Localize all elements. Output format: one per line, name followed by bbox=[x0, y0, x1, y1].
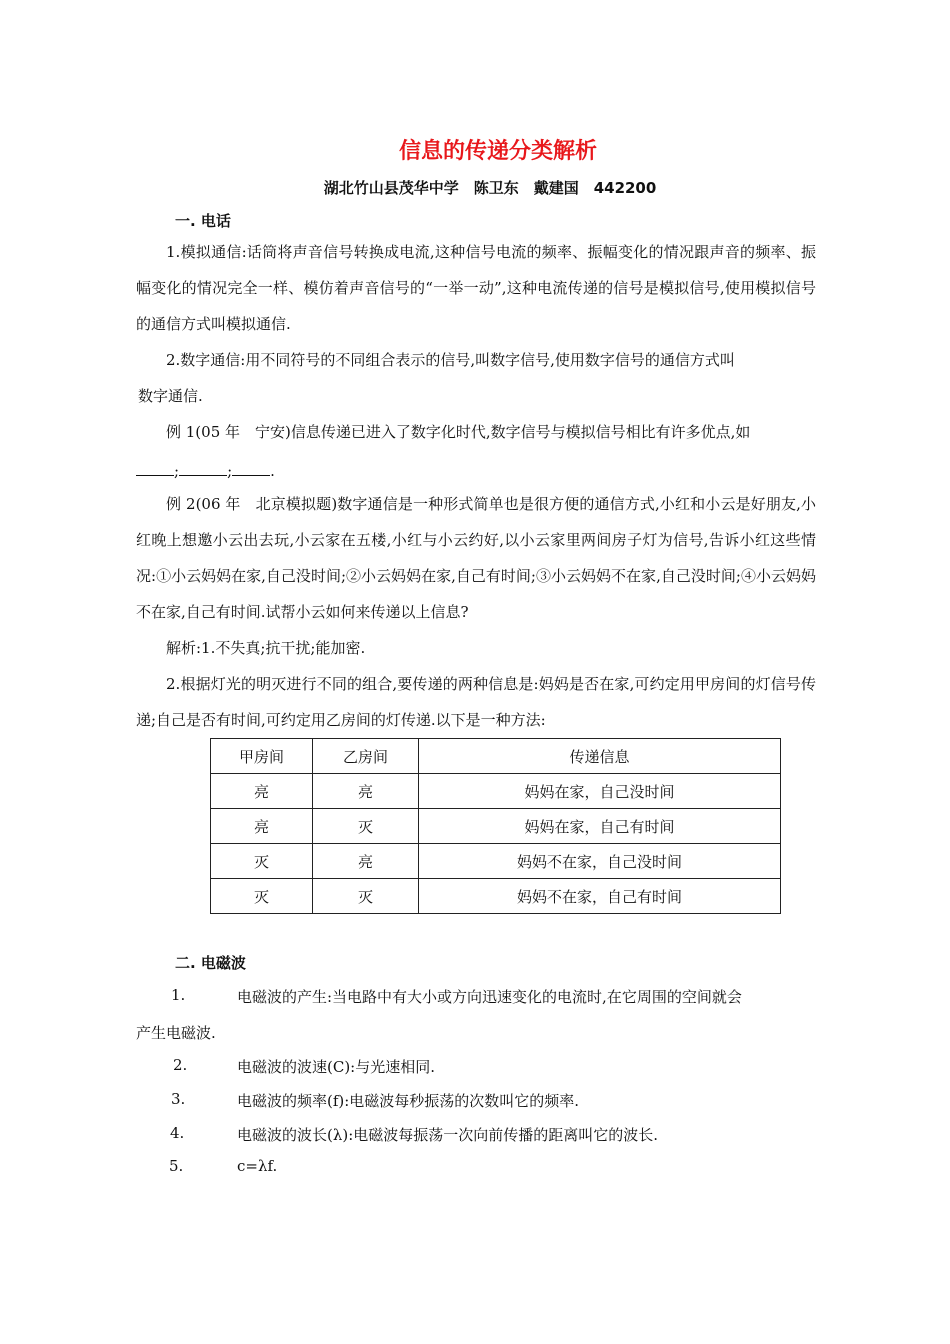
item-number: 1. bbox=[171, 986, 186, 1004]
table-row bbox=[211, 879, 781, 914]
table-header: 传递信息 bbox=[419, 739, 781, 774]
answer-blank[interactable] bbox=[136, 462, 174, 476]
table-header-row bbox=[211, 739, 781, 774]
section-heading-em-wave: 二. 电磁波 bbox=[175, 954, 246, 972]
table-cell: 妈妈不在家，自己有时间 bbox=[419, 879, 781, 914]
answer-blank[interactable] bbox=[179, 462, 227, 476]
table-cell: 灭 bbox=[211, 879, 313, 914]
table-header: 甲房间 bbox=[211, 739, 313, 774]
item-text: 电磁波的波长(λ):电磁波每振荡一次向前传播的距离叫它的波长. bbox=[237, 1126, 659, 1144]
item-text: 电磁波的波速(C):与光速相同. bbox=[237, 1058, 436, 1076]
section-heading-telephone: 一. 电话 bbox=[175, 212, 231, 230]
table-cell: 灭 bbox=[211, 844, 313, 879]
item-number: 5. bbox=[169, 1157, 184, 1175]
signal-table bbox=[210, 738, 781, 914]
item-number: 3. bbox=[171, 1090, 186, 1108]
document-title: 信息的传递分类解析 bbox=[398, 139, 597, 164]
table-cell: 妈妈在家，自己有时间 bbox=[419, 809, 781, 844]
table-row bbox=[211, 774, 781, 809]
table-cell: 灭 bbox=[313, 809, 419, 844]
item-text-cont: 产生电磁波. bbox=[136, 1024, 216, 1042]
item-number: 2. bbox=[173, 1056, 188, 1074]
example-1: 例 1(05 年 宁安)信息传递已进入了数字化时代,数字信号与模拟信号相比有许多优点,如 bbox=[166, 423, 751, 441]
table-row bbox=[211, 809, 781, 844]
table-header: 乙房间 bbox=[313, 739, 419, 774]
item-text: 电磁波的产生:当电路中有大小或方向迅速变化的电流时,在它周围的空间就会 bbox=[237, 988, 742, 1006]
analysis-text: 解析:1.不失真;抗干扰;能加密. bbox=[166, 639, 366, 657]
item-text: 电磁波的频率(f):电磁波每秒振荡的次数叫它的频率. bbox=[237, 1092, 580, 1110]
item-number: 4. bbox=[170, 1124, 185, 1142]
author-line: 湖北竹山县茂华中学 陈卫东 戴建国 442200 bbox=[323, 179, 657, 197]
example-2: 例 2(06 年 北京模拟题)数字通信是一种形式简单也是很方便的通信方式,小红和小云是好朋友,小红晚上想邀小云出去玩,小云家在五楼,小红与小云约好,以小云家里两间房子灯为信号,告诉小红这些情况:①小云妈妈在家,自己没时间;②小云妈妈在家,自己有时间;③小云妈妈不在家,自己没时间;④小云妈妈不在家,自己有时间.试帮小云如何来传递以上信息? bbox=[136, 495, 816, 621]
answer-blank[interactable] bbox=[232, 462, 270, 476]
table-cell: 妈妈不在家，自己没时间 bbox=[419, 844, 781, 879]
table-cell: 亮 bbox=[211, 774, 313, 809]
table-cell: 亮 bbox=[313, 774, 419, 809]
table-row bbox=[211, 844, 781, 879]
paragraph-digital: 2.数字通信:用不同符号的不同组合表示的信号,叫数字信号,使用数字信号的通信方式叫 bbox=[166, 351, 735, 369]
paragraph-digital-cont: 数字通信. bbox=[138, 387, 203, 405]
item-text: c=λf. bbox=[237, 1157, 278, 1175]
table-cell: 亮 bbox=[313, 844, 419, 879]
table-cell: 灭 bbox=[313, 879, 419, 914]
example-1-blanks: ; ; . bbox=[136, 462, 275, 480]
paragraph-method: 2.根据灯光的明灭进行不同的组合,要传递的两种信息是:妈妈是否在家,可约定用甲房间的灯信号传递;自己是否有时间,可约定用乙房间的灯传递.以下是一种方法: bbox=[136, 675, 816, 729]
table-cell: 亮 bbox=[211, 809, 313, 844]
paragraph-analog: 1.模拟通信:话筒将声音信号转换成电流,这种信号电流的频率、振幅变化的情况跟声音的频率、振幅变化的情况完全一样、模仿着声音信号的“一举一动”,这种电流传递的信号是模拟信号,使用模拟信号的通信方式叫模拟通信. bbox=[136, 243, 816, 333]
table-cell: 妈妈在家，自己没时间 bbox=[419, 774, 781, 809]
